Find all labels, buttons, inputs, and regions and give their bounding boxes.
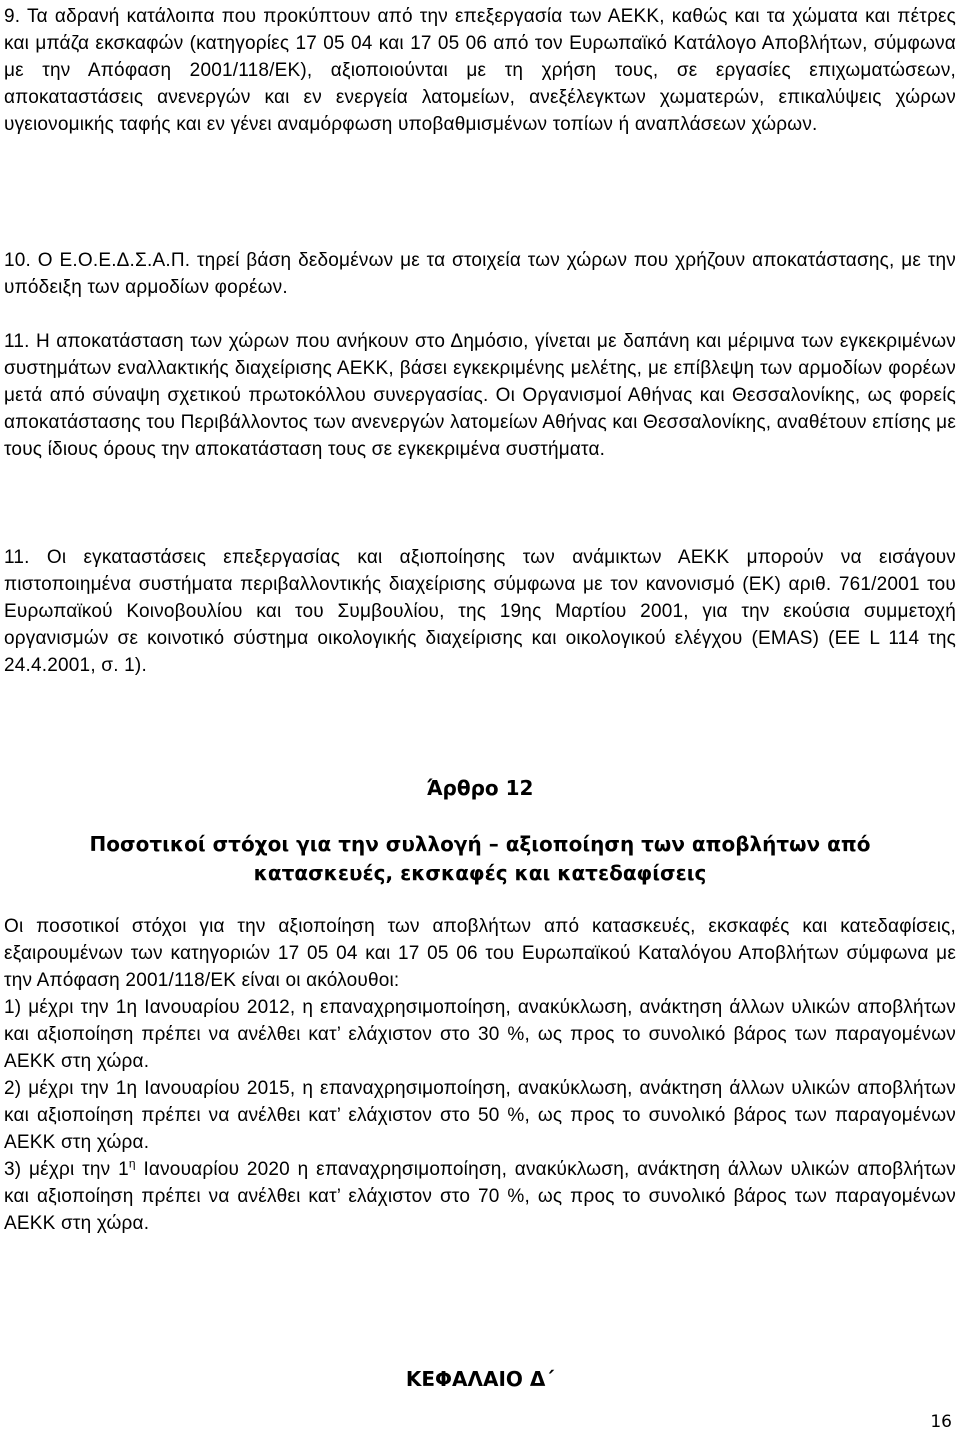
article-body xyxy=(4,913,956,1237)
ordinal-superscript: η xyxy=(128,1156,136,1171)
paragraph-9: 9. Τα αδρανή κατάλοιπα που προκύπτουν από την επεξεργασία των ΑΕΚΚ, καθώς και τα χώματα και πέτρες και μπάζα εκσκαφών (κατηγορίες 17 05 04 και 17 05 06 από τον Ευρωπαϊκό Κατάλογο Αποβλήτων, σύμφωνα με την Απόφαση 2001/118/ΕΚ), αξιοποιούνται με τη χρήση τους, σε εργασίες επιχωματώσεων, αποκαταστάσεις ανενεργών και εν ενεργεία λατομείων, ανεξέλεγκτων χωματερών, επικαλύψεις χώρων υγειονομικής ταφής και εν γένει αναμόρφωση υποβαθμισμένων τοπίων ή αναπλάσεων χώρων. xyxy=(4,6,956,135)
page-number: 16 xyxy=(930,1412,952,1432)
paragraph-11-emas: 11. Οι εγκαταστάσεις επεξεργασίας και αξιοποίησης των ανάμικτων ΑΕΚΚ μπορούν να εισάγουν πιστοποιημένα συστήματα περιβαλλοντικής διαχείρισης σύμφωνα με τον κανονισμό (ΕΚ) αριθ. 761/2001 του Ευρωπαϊκού Κοινοβουλίου και του Συμβουλίου, της 19ης Μαρτίου 2001, για την εκούσια συμμετοχή οργανισμών σε κοινοτικό σύστημα οικολογικής διαχείρισης και οικολογικού ελέγχου (EMAS) (ΕΕ L 114 της 24.4.2001, σ. 1). xyxy=(4,547,956,676)
target-item-2020 xyxy=(4,1156,956,1237)
target-item-2012: 1) μέχρι την 1η Ιανουαρίου 2012, η επαναχρησιμοποίηση, ανακύκλωση, ανάκτηση άλλων υλικών αποβλήτων και αξιοποίηση πρέπει να ανέλθει κατ’ ελάχιστον στο 30 %, ως προς το συνολικό βάρος των παραγομένων ΑΕΚΚ στη χώρα. xyxy=(4,997,956,1072)
target-item-2020-prefix: 3) μέχρι την 1 xyxy=(4,1159,129,1180)
article-subtitle: Ποσοτικοί στόχοι για την συλλογή – αξιοποίηση των αποβλήτων από κατασκευές, εκσκαφές και κατεδαφίσεις xyxy=(89,832,871,885)
target-item-2020-text: Ιανουαρίου 2020 η επαναχρησιμοποίηση, ανακύκλωση, ανάκτηση άλλων υλικών αποβλήτων και αξιοποίηση πρέπει να ανέλθει κατ’ ελάχιστον στο 70 %, ως προς το συνολικό βάρος των παραγομένων ΑΕΚΚ στη χώρα. xyxy=(4,1159,956,1234)
paragraph-10: 10. Ο Ε.Ο.Ε.Δ.Σ.Α.Π. τηρεί βάση δεδομένων με τα στοιχεία των χώρων που χρήζουν αποκατάστασης, με την υπόδειξη των αρμοδίων φορέων. xyxy=(4,250,956,298)
chapter-heading: ΚΕΦΑΛΑΙΟ Δ΄ xyxy=(405,1367,555,1391)
article-title: Άρθρο 12 xyxy=(426,776,534,800)
article-intro: Οι ποσοτικοί στόχοι για την αξιοποίηση των αποβλήτων από κατασκευές, εκσκαφές και κατεδαφίσεις, εξαιρουμένων των κατηγοριών 17 05 04 και 17 05 06 του Ευρωπαϊκού Καταλόγου Αποβλήτων σύμφωνα με την Απόφαση 2001/118/ΕΚ είναι οι ακόλουθοι: xyxy=(4,916,956,991)
target-item-2015: 2) μέχρι την 1η Ιανουαρίου 2015, η επαναχρησιμοποίηση, ανακύκλωση, ανάκτηση άλλων υλικών αποβλήτων και αξιοποίηση πρέπει να ανέλθει κατ’ ελάχιστον στο 50 %, ως προς το συνολικό βάρος των παραγομένων ΑΕΚΚ στη χώρα. xyxy=(4,1078,956,1153)
paragraph-11-restoration: 11. Η αποκατάσταση των χώρων που ανήκουν στο Δημόσιο, γίνεται με δαπάνη και μέριμνα των εγκεκριμένων συστημάτων εναλλακτικής διαχείρισης ΑΕΚΚ, βάσει εγκεκριμένης μελέτης, με επίβλεψη των αρμοδίων φορέων μετά από σύναψη σχετικού πρωτοκόλλου συνεργασίας. Οι Οργανισμοί Αθήνας και Θεσσαλονίκης, ως φορείς αποκατάστασης του Περιβάλλοντος των ανενεργών λατομείων Αθήνας και Θεσσαλονίκης, αναθέτουν επίσης με τους ίδιους όρους την αποκατάσταση τους σε εγκεκριμένα συστήματα. xyxy=(4,331,956,460)
